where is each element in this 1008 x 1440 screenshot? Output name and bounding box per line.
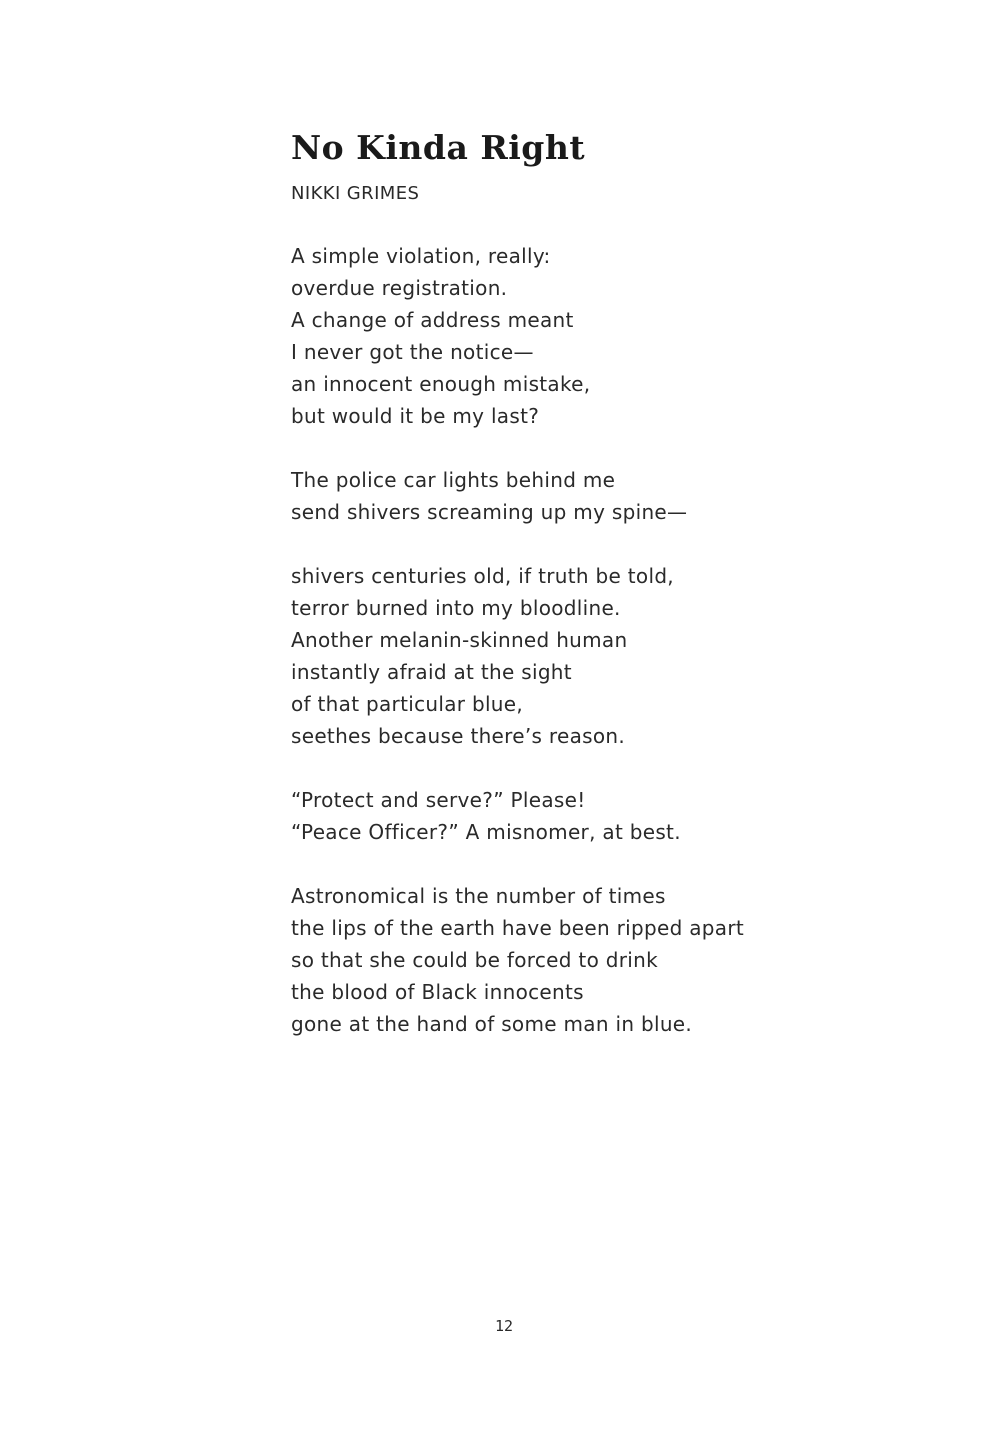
poem-line: shivers centuries old, if truth be told, bbox=[291, 564, 674, 588]
page-number: 12 bbox=[494, 1317, 514, 1335]
poem-line: terror burned into my bloodline. bbox=[291, 596, 621, 620]
poem-line: of that particular blue, bbox=[291, 692, 524, 716]
poem-line: A change of address meant bbox=[291, 308, 574, 332]
stanza bbox=[291, 880, 911, 1040]
poem-line: I never got the notice— bbox=[291, 340, 534, 364]
poem-line: Astronomical is the number of times bbox=[291, 884, 666, 908]
poem-line: an innocent enough mistake, bbox=[291, 372, 591, 396]
poem-line: A simple violation, really: bbox=[291, 244, 551, 268]
poem-author: NIKKI GRIMES bbox=[291, 183, 420, 204]
stanza bbox=[291, 240, 911, 432]
poem-line: instantly afraid at the sight bbox=[291, 660, 572, 684]
poem-title: No Kinda Right bbox=[291, 128, 586, 167]
poem-line: overdue registration. bbox=[291, 276, 508, 300]
poem-line: gone at the hand of some man in blue. bbox=[291, 1012, 693, 1036]
stanza bbox=[291, 784, 911, 848]
poem-line: seethes because there’s reason. bbox=[291, 724, 626, 748]
poem-line: send shivers screaming up my spine— bbox=[291, 500, 688, 524]
poem-line: The police car lights behind me bbox=[291, 468, 616, 492]
poem-line: the blood of Black innocents bbox=[291, 980, 584, 1004]
stanza bbox=[291, 464, 911, 528]
poem-body bbox=[291, 240, 911, 1072]
poem-line: Another melanin-skinned human bbox=[291, 628, 628, 652]
poem-line: “Protect and serve?” Please! bbox=[291, 788, 586, 812]
poem-line: the lips of the earth have been ripped apart bbox=[291, 916, 745, 940]
stanza bbox=[291, 560, 911, 752]
poem-line: but would it be my last? bbox=[291, 404, 540, 428]
poem-line: so that she could be forced to drink bbox=[291, 948, 659, 972]
poem-line: “Peace Officer?” A misnomer, at best. bbox=[291, 820, 681, 844]
